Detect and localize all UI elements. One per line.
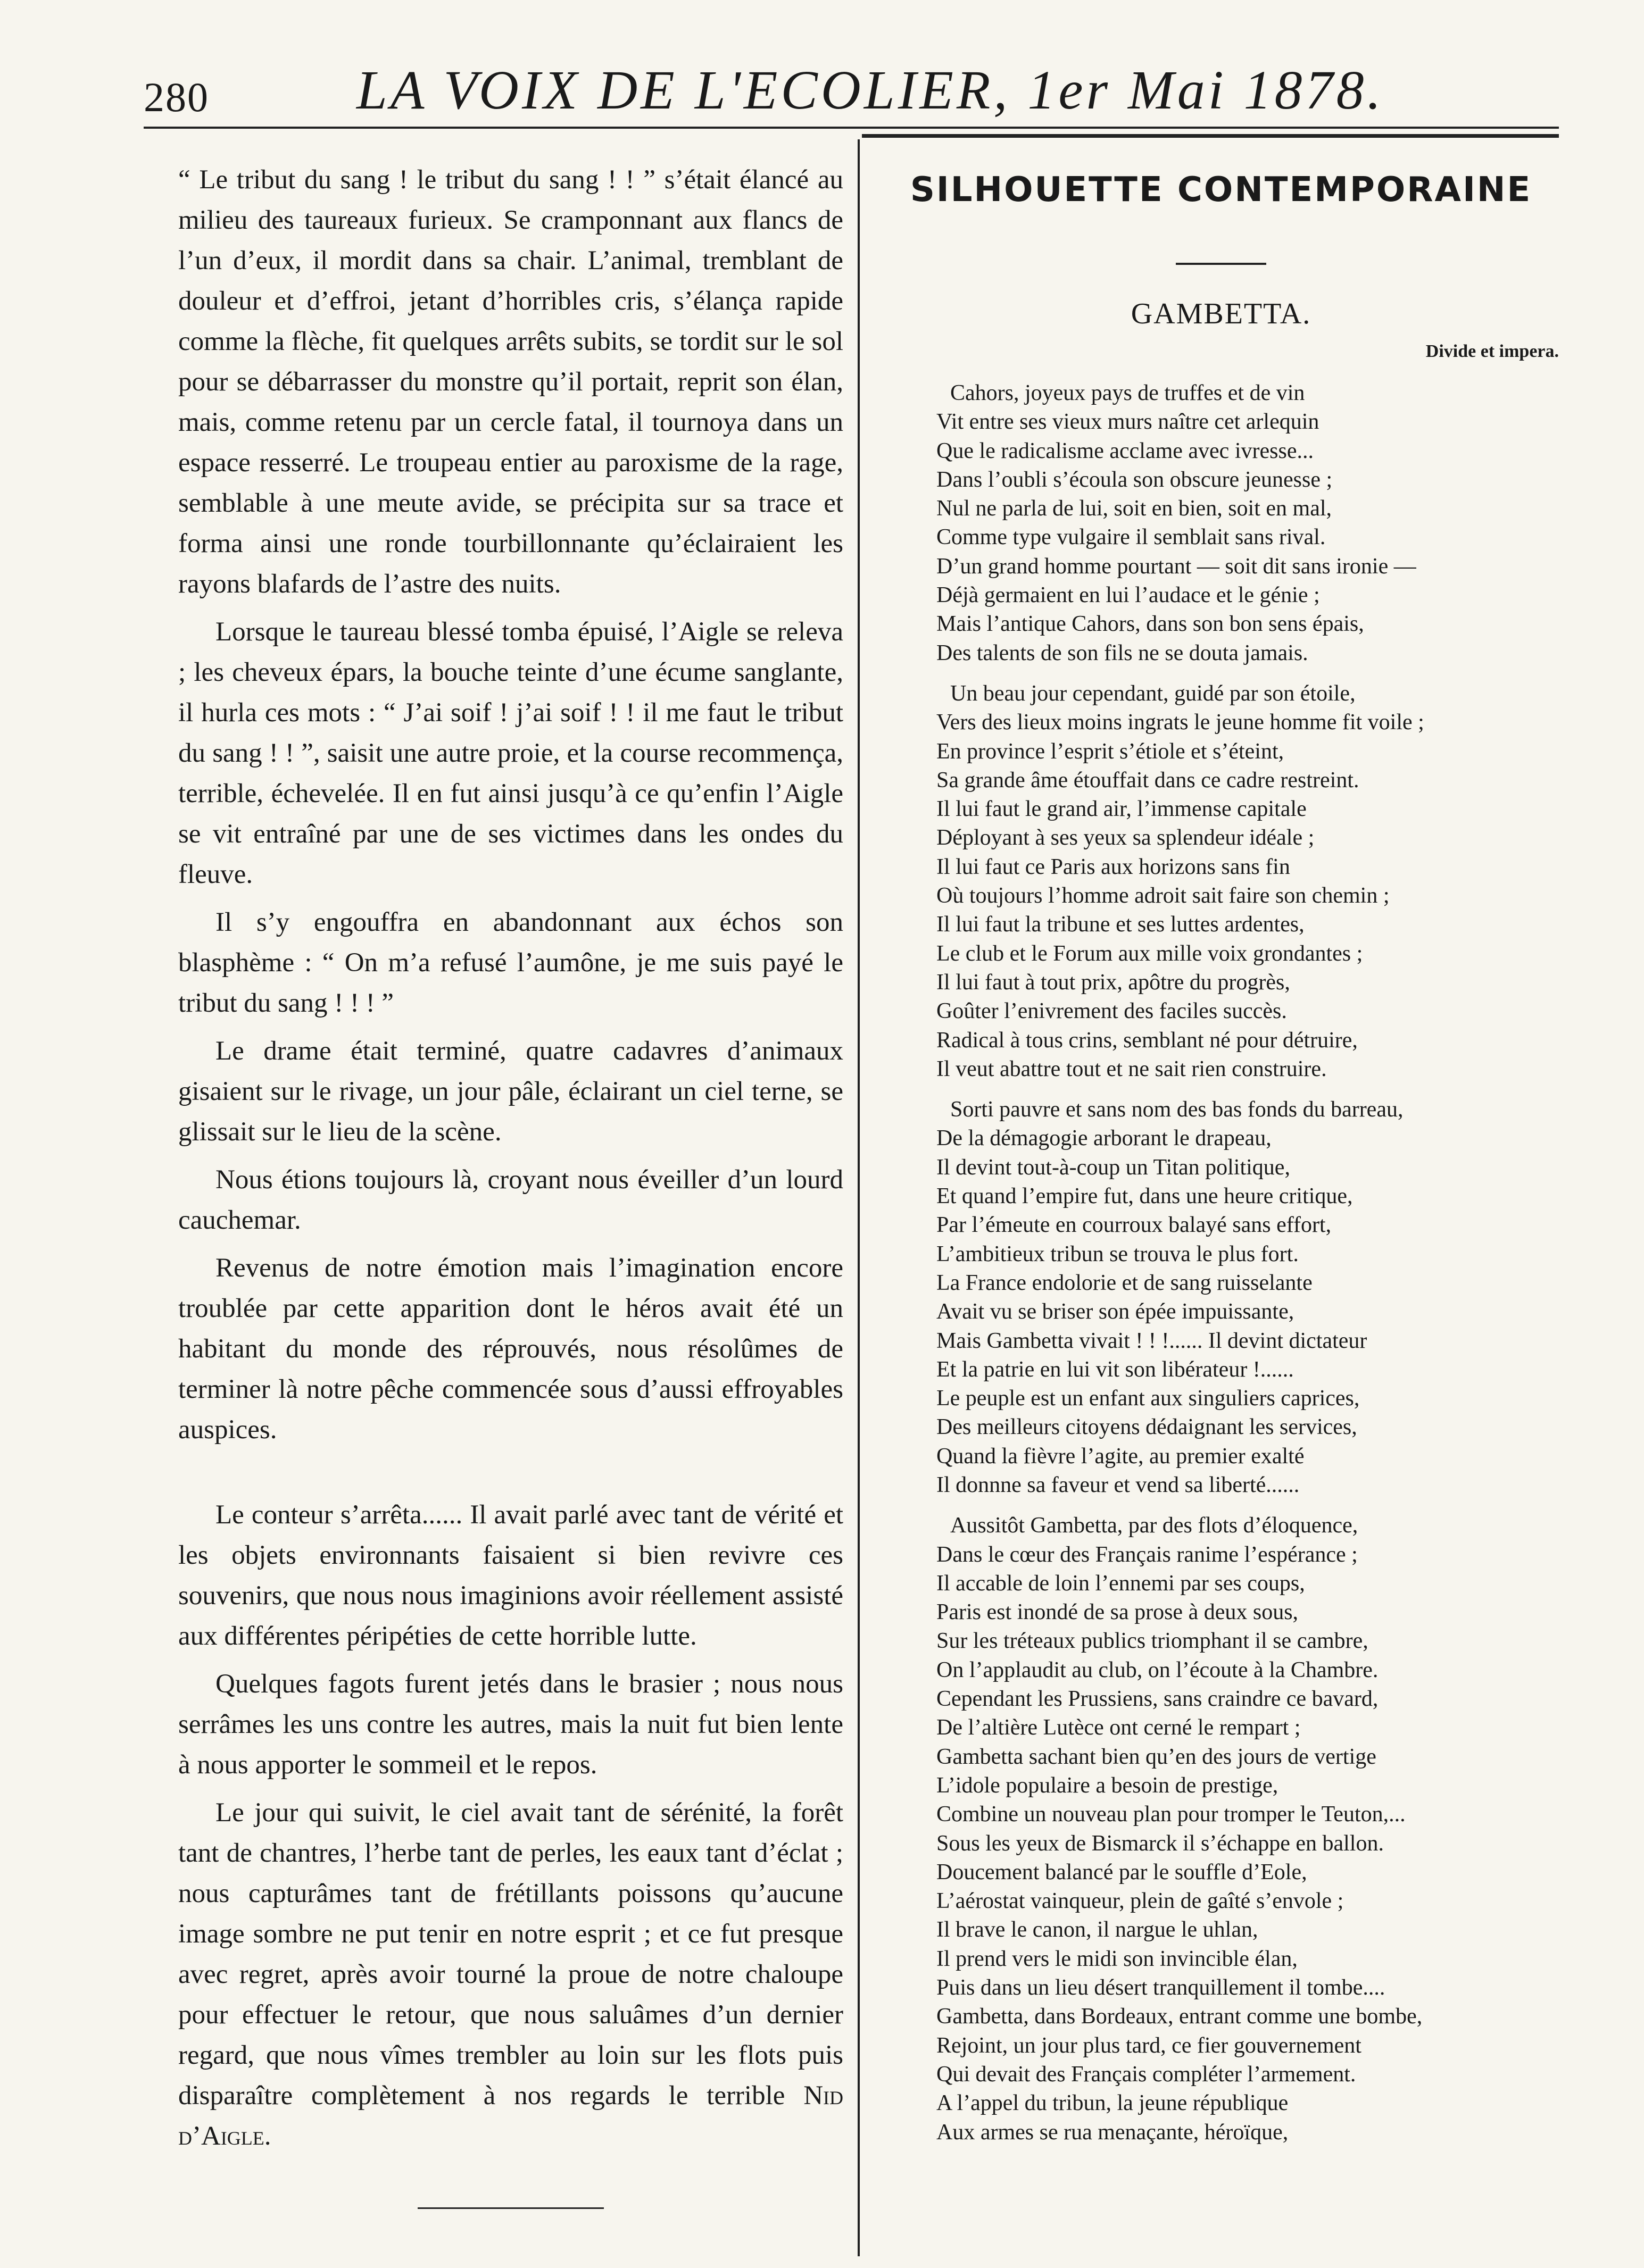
page-header bbox=[144, 59, 1559, 133]
poem-line: Il lui faut le grand air, l’immense capitale bbox=[936, 797, 1307, 822]
poem-line: Et quand l’empire fut, dans une heure critique, bbox=[936, 1184, 1353, 1209]
poem-line: Il lui faut à tout prix, apôtre du progrès, bbox=[936, 970, 1290, 995]
poem-line: Aux armes se rua menaçante, héroïque, bbox=[936, 2120, 1289, 2145]
left-column bbox=[178, 160, 843, 2209]
poem-line: Par l’émeute en courroux balayé sans effort, bbox=[936, 1213, 1332, 1238]
poem-line: Dans le cœur des Français ranime l’espérance ; bbox=[936, 1542, 1358, 1567]
right-column bbox=[883, 160, 1559, 2158]
poem-line: Des talents de son fils ne se douta jamais. bbox=[936, 640, 1308, 665]
poem-line: Des meilleurs citoyens dédaignant les services, bbox=[936, 1415, 1357, 1440]
poem-stanza bbox=[936, 1095, 1559, 1499]
poem-line: Gambetta, dans Bordeaux, entrant comme une bombe, bbox=[936, 2004, 1423, 2029]
poem-line: Sous les yeux de Bismarck il s’échappe en ballon. bbox=[936, 1831, 1384, 1856]
poem-line: A l’appel du tribun, la jeune république bbox=[936, 2091, 1289, 2116]
paragraph: Le drame était terminé, quatre cadavres d’animaux gisaient sur le rivage, un jour pâle, éclairant un ciel terne, se glissait sur le lieu de la scène. bbox=[178, 1036, 843, 1147]
poem-line: Il donnne sa faveur et vend sa liberté...... bbox=[936, 1472, 1300, 1497]
poem-line: Vers des lieux moins ingrats le jeune homme fit voile ; bbox=[936, 710, 1424, 735]
poem-line: D’un grand homme pourtant — soit dit sans ironie — bbox=[936, 554, 1416, 579]
poem-line: Il lui faut ce Paris aux horizons sans fin bbox=[936, 854, 1290, 879]
poem-line: De la démagogie arborant le drapeau, bbox=[936, 1126, 1272, 1151]
poem-line: Radical à tous crins, semblant né pour détruire, bbox=[936, 1028, 1358, 1053]
poem-line: On l’applaudit au club, on l’écoute à la Chambre. bbox=[936, 1657, 1379, 1682]
end-rule bbox=[418, 2207, 604, 2209]
paragraph-text: Le jour qui suivit, le ciel avait tant de sérénité, la forêt tant de chantres, l’herbe tant de perles, les eaux tant d’éclat ; nous capturâmes tant de frétillants poissons qu’aucune image sombre ne put tenir en notre esprit ; et ce fut presque avec regret, après avoir tourné la proue de notre chaloupe pour effectuer le retour, que nous saluâmes d’un dernier regard, que nous vîmes trembler au loin sur les flots puis disparaître complètement à nos regards le terrible bbox=[178, 1798, 843, 2111]
poem-subject: GAMBETTA. bbox=[1131, 297, 1311, 330]
journal-title: LA VOIX DE L'ECOLIER, 1er Mai 1878. bbox=[356, 60, 1384, 121]
poem-line: Et la patrie en lui vit son libérateur !...... bbox=[936, 1357, 1294, 1382]
header-rule-thick bbox=[862, 134, 1559, 138]
poem-line: Comme type vulgaire il semblait sans rival. bbox=[936, 525, 1326, 550]
poem-line: L’ambitieux tribun se trouva le plus fort. bbox=[936, 1241, 1299, 1266]
poem-line: Il lui faut la tribune et ses luttes ardentes, bbox=[936, 912, 1305, 937]
paragraph: Nous étions toujours là, croyant nous éveiller d’un lourd cauchemar. bbox=[178, 1165, 843, 1235]
poem-line: Paris est inondé de sa prose à deux sous, bbox=[936, 1600, 1299, 1625]
poem-line: Dans l’oubli s’écoula son obscure jeunesse ; bbox=[936, 467, 1333, 492]
poem-line: Puis dans un lieu désert tranquillement il tombe.... bbox=[936, 1975, 1385, 2000]
poem-stanza bbox=[936, 1511, 1559, 2147]
poem-line: Cahors, joyeux pays de truffes et de vin bbox=[950, 381, 1305, 405]
poem-line: Nul ne parla de lui, soit en bien, soit en mal, bbox=[936, 496, 1332, 521]
header-rule bbox=[144, 127, 1559, 129]
paragraph: Quelques fagots furent jetés dans le brasier ; nous nous serrâmes les uns contre les autres, mais la nuit fut bien lente à nous apporter le sommeil et le repos. bbox=[178, 1669, 843, 1780]
poem-stanza bbox=[936, 679, 1559, 1083]
paragraph: Revenus de notre émotion mais l’imagination encore troublée par cette apparition dont le héros avait été un habitant du monde des réprouvés, nous résolûmes de terminer là notre pêche commencée sous d’aussi effroyables auspices. bbox=[178, 1253, 843, 1445]
poem-line: Combine un nouveau plan pour tromper le Teuton,... bbox=[936, 1802, 1406, 1827]
section-title: SILHOUETTE CONTEMPORAINE bbox=[910, 170, 1532, 210]
poem bbox=[883, 379, 1559, 2147]
poem-stanza bbox=[936, 379, 1559, 668]
section-gap bbox=[178, 1457, 843, 1495]
poem-line: Mais Gambetta vivait ! ! !...... Il devint dictateur bbox=[936, 1328, 1367, 1353]
poem-line: Le club et le Forum aux mille voix grondantes ; bbox=[936, 941, 1363, 966]
poem-line: Vit entre ses vieux murs naître cet arlequin bbox=[936, 410, 1319, 435]
poem-line: Gambetta sachant bien qu’en des jours de vertige bbox=[936, 1744, 1376, 1769]
poem-line: Le peuple est un enfant aux singuliers caprices, bbox=[936, 1386, 1360, 1411]
column-divider bbox=[858, 139, 860, 2256]
poem-line: Un beau jour cependant, guidé par son étoile, bbox=[950, 681, 1356, 706]
poem-line: Déjà germaient en lui l’audace et le génie ; bbox=[936, 583, 1320, 608]
poem-line: Il accable de loin l’ennemi par ses coups, bbox=[936, 1571, 1305, 1596]
poem-line: La France endolorie et de sang ruisselante bbox=[936, 1270, 1313, 1295]
poem-line: L’aérostat vainqueur, plein de gaîté s’envole ; bbox=[936, 1889, 1344, 1914]
title-rule bbox=[1176, 263, 1266, 265]
poem-line: Où toujours l’homme adroit sait faire son chemin ; bbox=[936, 883, 1390, 908]
page-number: 280 bbox=[144, 74, 209, 120]
poem-line: Sa grande âme étouffait dans ce cadre restreint. bbox=[936, 768, 1359, 793]
paragraph-last bbox=[178, 1792, 843, 2156]
poem-line: Avait vu se briser son épée impuissante, bbox=[936, 1299, 1294, 1324]
poem-line: Il veut abattre tout et ne sait rien construire. bbox=[936, 1056, 1327, 1081]
poem-line: Aussitôt Gambetta, par des flots d’éloquence, bbox=[950, 1513, 1358, 1538]
epigraph: Divide et impera. bbox=[1425, 341, 1559, 361]
poem-line: De l’altière Lutèce ont cerné le rempart ; bbox=[936, 1715, 1301, 1740]
poem-line: L’idole populaire a besoin de prestige, bbox=[936, 1773, 1278, 1798]
poem-line: Sur les tréteaux publics triomphant il se cambre, bbox=[936, 1629, 1368, 1654]
paragraph: Il s’y engouffra en abandonnant aux échos son blasphème : “ On m’a refusé l’aumône, je me suis payé le tribut du sang ! ! ! ” bbox=[178, 907, 843, 1018]
poem-line: Sorti pauvre et sans nom des bas fonds du barreau, bbox=[950, 1097, 1404, 1122]
poem-line: Il prend vers le midi son invincible élan, bbox=[936, 1946, 1298, 1971]
poem-line: Il brave le canon, il nargue le uhlan, bbox=[936, 1917, 1258, 1942]
paragraph: Le conteur s’arrêta...... Il avait parlé avec tant de vérité et les objets environnants faisaient si bien revivre ces souvenirs, que nous nous imaginions avoir réellement assisté aux différentes péripéties de cette horrible lutte. bbox=[178, 1500, 843, 1651]
poem-line: Que le radicalisme acclame avec ivresse... bbox=[936, 438, 1314, 463]
poem-line: Quand la fièvre l’agite, au premier exalté bbox=[936, 1444, 1305, 1469]
paragraph: Lorsque le taureau blessé tomba épuisé, l’Aigle se releva ; les cheveux épars, la bouche teinte d’une écume sanglante, il hurla ces mots : “ J’ai soif ! j’ai soif ! ! il me faut le tribut du sang ! ! ”, saisit une autre proie, et la course recommença, terrible, échevelée. Il en fut ainsi jusqu’à ce qu’enfin l’Aigle se vit entraîné par une de ses victimes dans les ondes du fleuve. bbox=[178, 617, 843, 889]
poem-line: Doucement balancé par le souffle d’Eole, bbox=[936, 1860, 1307, 1885]
poem-line: Goûter l’enivrement des faciles succès. bbox=[936, 999, 1287, 1024]
poem-line: Qui devait des Français compléter l’armement. bbox=[936, 2062, 1356, 2087]
poem-line: Cependant les Prussiens, sans craindre ce bavard, bbox=[936, 1687, 1379, 1712]
poem-line: Mais l’antique Cahors, dans son bon sens épais, bbox=[936, 612, 1364, 637]
poem-line: En province l’esprit s’étiole et s’éteint, bbox=[936, 739, 1284, 764]
closing-name: Nid d’Aigle. bbox=[178, 2081, 844, 2151]
poem-line: Rejoint, un jour plus tard, ce fier gouvernement bbox=[936, 2033, 1361, 2058]
poem-line: Il devint tout-à-coup un Titan politique, bbox=[936, 1155, 1290, 1180]
paragraph: “ Le tribut du sang ! le tribut du sang ! ! ” s’était élancé au milieu des taureaux furieux. Se cramponnant aux flancs de l’un d’eux, il mordit dans sa chair. L’animal, tremblant de douleur et d’effroi, jetant d’horribles cris, s’élança rapide comme la flèche, fit quelques arrêts subits, se tordit sur le sol pour se débarrasser du monstre qu’il portait, reprit son élan, mais, comme retenu par un cercle fatal, il tournoya dans un espace resserré. Le troupeau entier au paroxisme de la rage, semblable à une meute avide, se précipita sur sa trace et forma ainsi une ronde tourbillonnante qu’éclairaient les rayons blafards de l’astre des nuits. bbox=[178, 165, 843, 599]
poem-line: Déployant à ses yeux sa splendeur idéale ; bbox=[936, 826, 1315, 850]
